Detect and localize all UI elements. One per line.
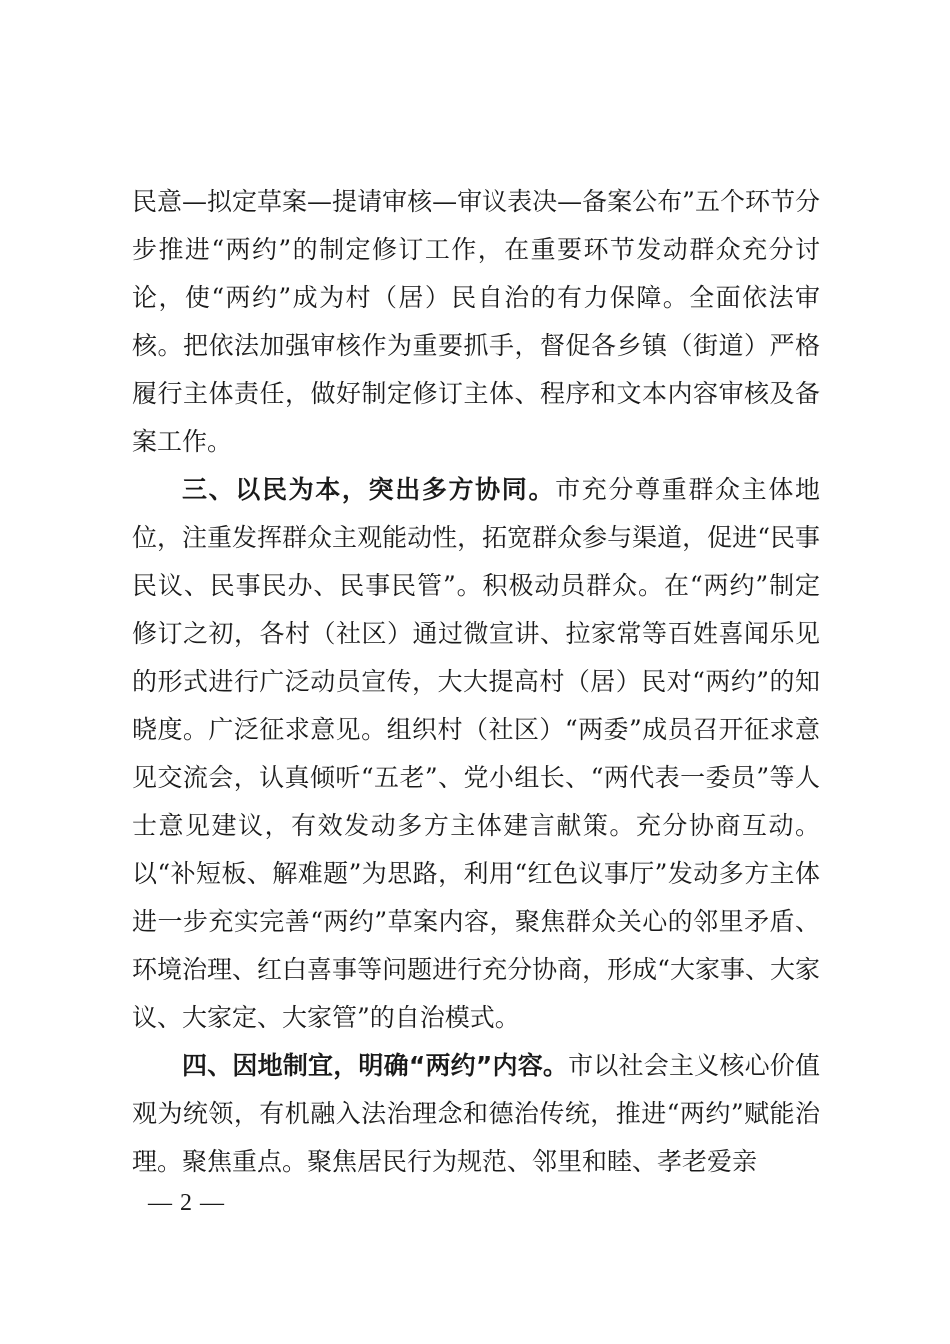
body-text	[132, 178, 820, 1186]
paragraph-2	[132, 466, 820, 1042]
paragraph-1	[132, 178, 820, 466]
section-heading-4: 四、因地制宜，明确“两约”内容。	[182, 1051, 569, 1080]
paragraph-3	[132, 1042, 820, 1186]
paragraph-1-body: 民意—拟定草案—提请审核—审议表决—备案公布”五个环节分步推进“两约”的制定修订工作，在重要环节发动群众充分讨论，使“两约”成为村（居）民自治的有力保障。全面依法审核。把依法加强审核作为重要抓手，督促各乡镇（街道）严格履行主体责任，做好制定修订主体、程序和文本内容审核及备案工作。	[132, 187, 820, 456]
paragraph-3-body: 市以社会主义核心价值观为统领，有机融入法治理念和德治传统，推进“两约”赋能治理。聚焦重点。聚焦居民行为规范、邻里和睦、孝老爱亲	[132, 1051, 820, 1176]
page-number: — 2 —	[148, 1190, 225, 1216]
section-heading-3: 三、以民为本，突出多方协同。	[182, 475, 556, 504]
paragraph-2-body: 市充分尊重群众主体地位，注重发挥群众主观能动性，拓宽群众参与渠道，促进“民事民议、民事民办、民事民管”。积极动员群众。在“两约”制定修订之初，各村（社区）通过微宣讲、拉家常等百姓喜闻乐见的形式进行广泛动员宣传，大大提高村（居）民对“两约”的知晓度。广泛征求意见。组织村（社区）“两委”成员召开征求意见交流会，认真倾听“五老”、党小组长、“两代表一委员”等人士意见建议，有效发动多方主体建言献策。充分协商互动。以“补短板、解难题”为思路，利用“红色议事厅”发动多方主体进一步充实完善“两约”草案内容，聚焦群众关心的邻里矛盾、环境治理、红白喜事等问题进行充分协商，形成“大家事、大家议、大家定、大家管”的自治模式。	[132, 475, 820, 1032]
